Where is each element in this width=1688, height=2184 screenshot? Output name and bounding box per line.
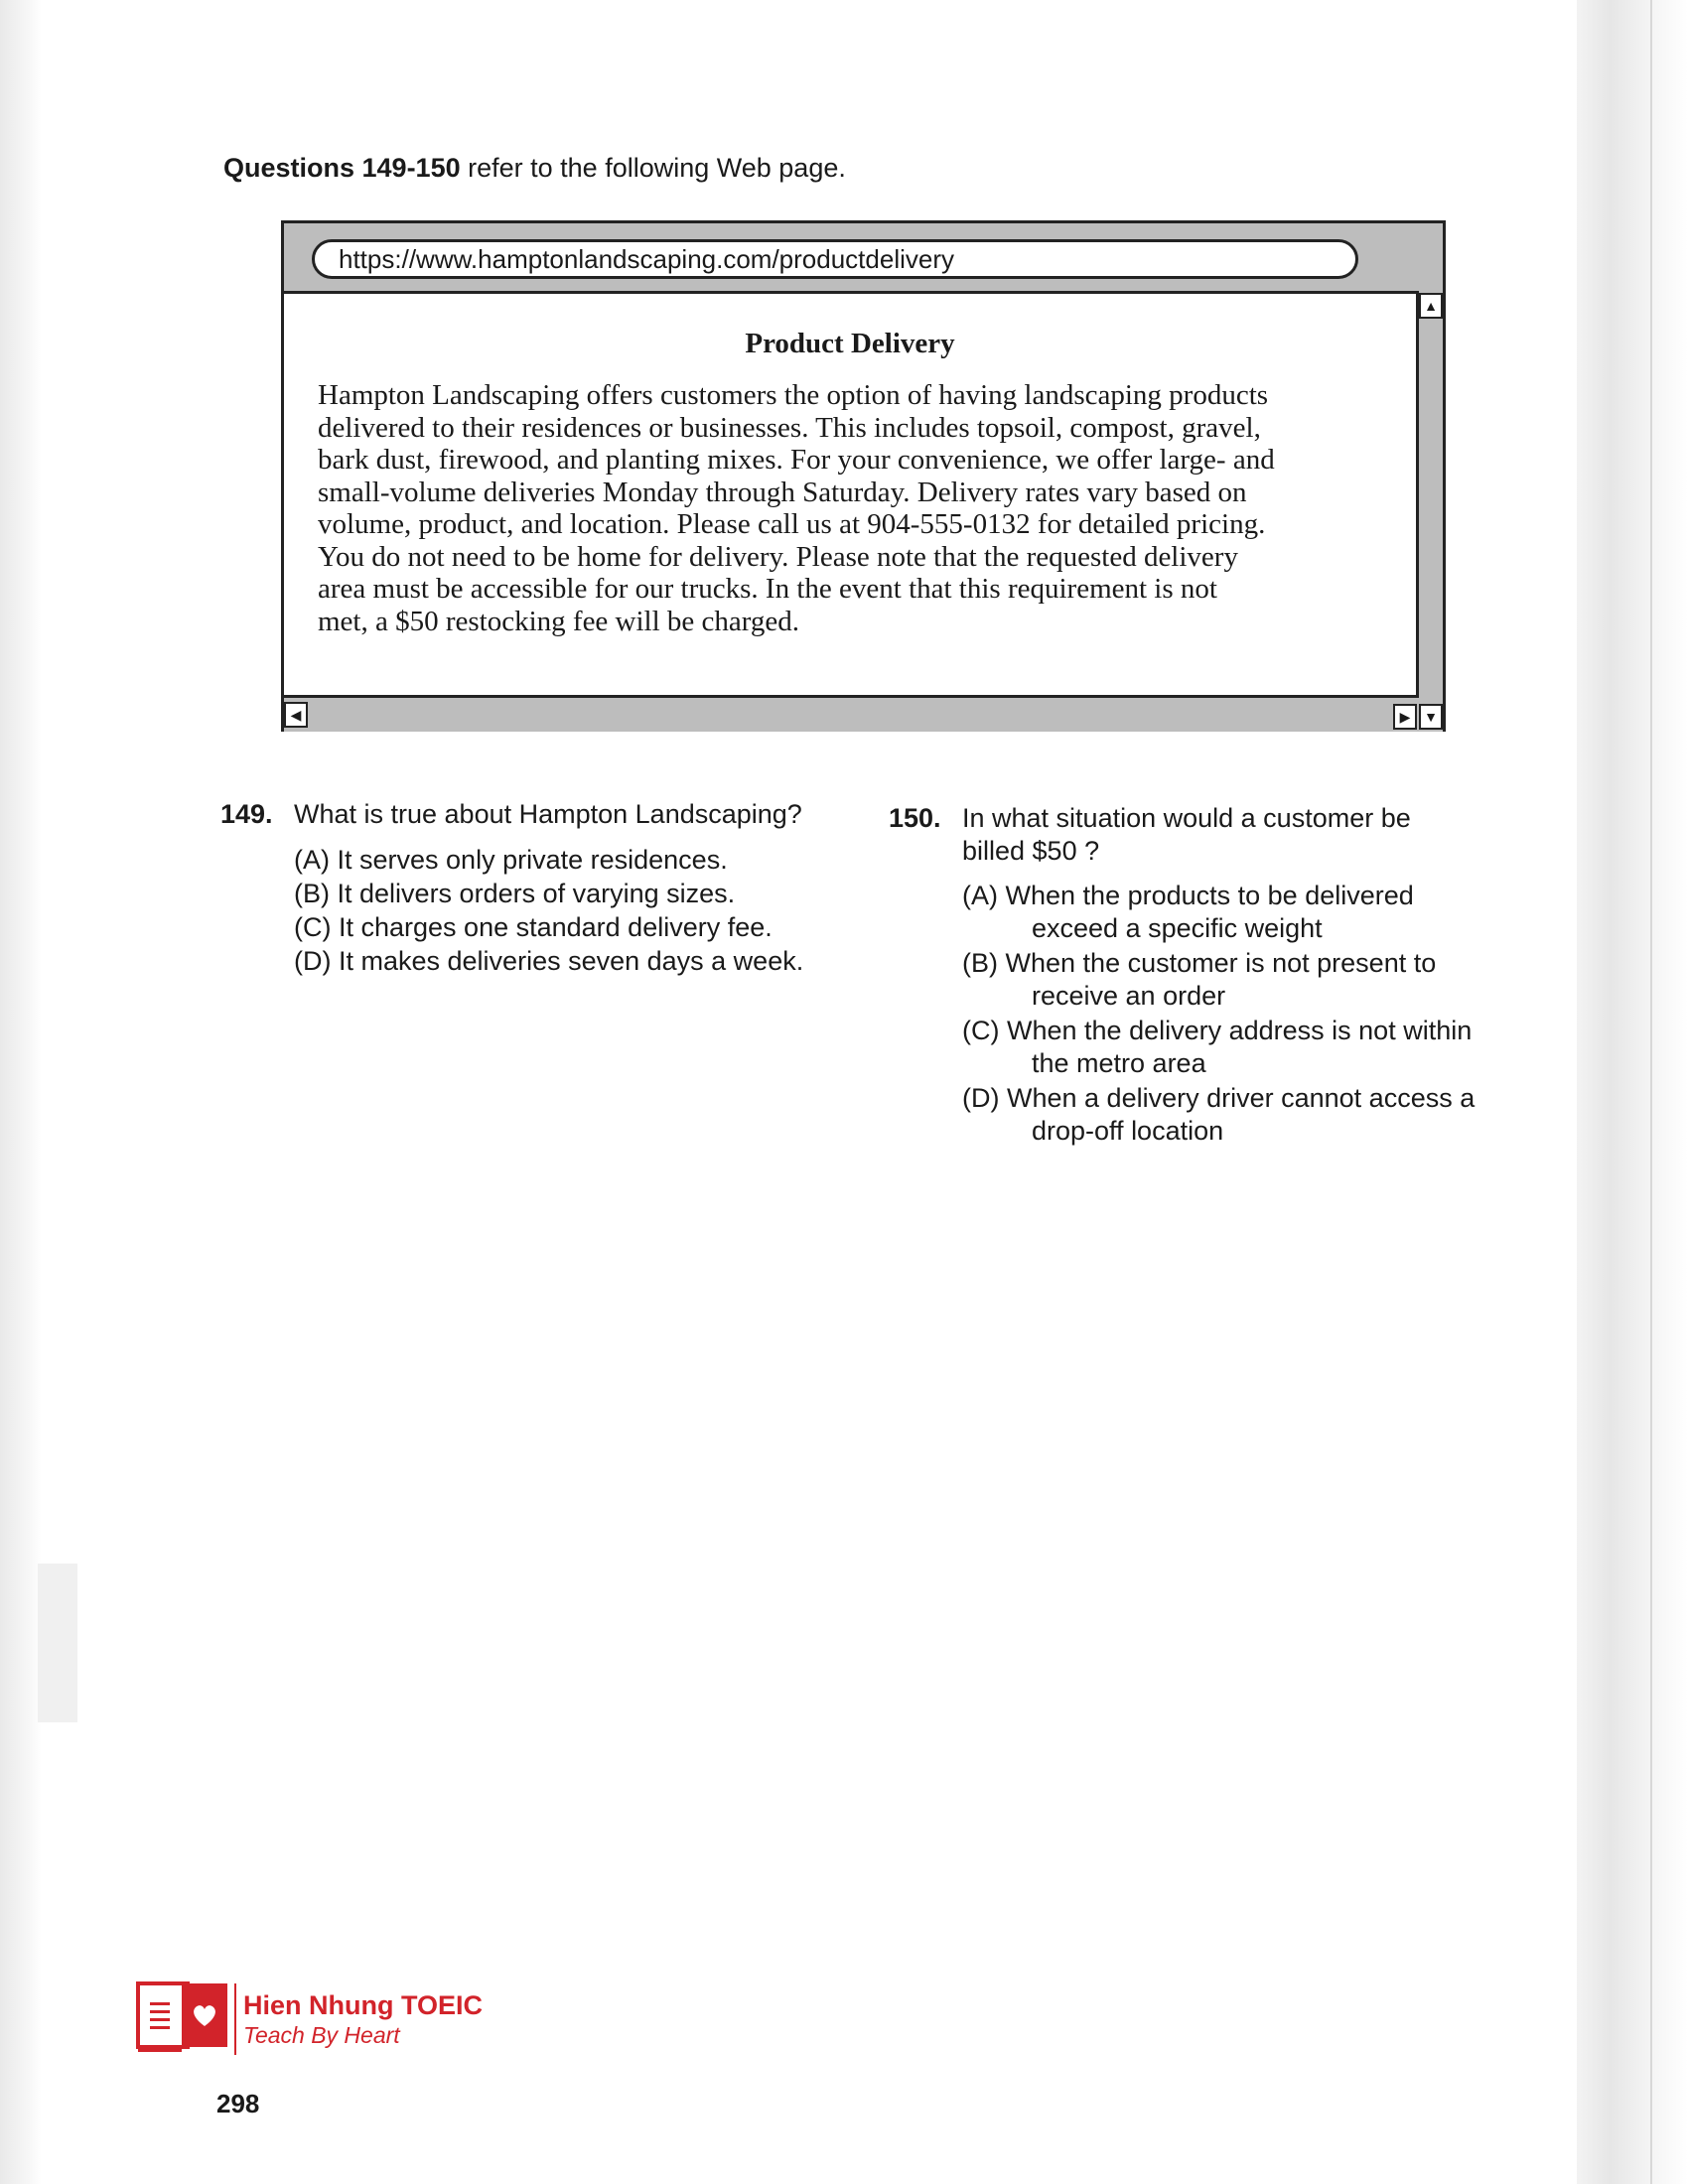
brand-tagline: Teach By Heart (243, 2022, 400, 2048)
option-text-line: exceed a specific weight (1032, 913, 1323, 943)
option-text: It charges one standard delivery fee. (339, 912, 773, 942)
option-label: (B) (294, 879, 330, 908)
option-label: (D) (962, 1083, 1000, 1113)
question-number: 150. (889, 803, 941, 833)
option-label: (D) (294, 946, 332, 976)
question-number: 149. (220, 799, 273, 829)
option-149-b[interactable] (294, 878, 735, 910)
body-line: You do not need to be home for delivery. Please note that the requested delivery (318, 540, 1238, 573)
page-number: 298 (216, 2089, 260, 2118)
option-text-line: drop-off location (1032, 1116, 1224, 1146)
scan-shadow-right (1577, 0, 1688, 2184)
scroll-up-arrow-icon[interactable]: ▲ (1419, 293, 1443, 319)
option-text-line: receive an order (1032, 981, 1226, 1011)
browser-window (281, 220, 1446, 732)
scroll-down-arrow-icon[interactable]: ▼ (1419, 704, 1443, 730)
option-149-d[interactable] (294, 945, 803, 978)
option-label: (C) (294, 912, 332, 942)
question-text: What is true about Hampton Landscaping? (294, 799, 802, 829)
body-line: bark dust, firewood, and planting mixes. For your convenience, we offer large- and (318, 444, 1275, 476)
body-line: volume, product, and location. Please call us at 904-555-0132 for detailed pricing. (318, 508, 1266, 540)
vertical-scrollbar[interactable] (1419, 291, 1443, 732)
question-149 (220, 798, 856, 838)
option-text-line: When the customer is not present to (1005, 948, 1437, 978)
option-text: It serves only private residences. (337, 845, 728, 875)
questions-range: Questions 149-150 (223, 153, 461, 183)
option-150-a[interactable] (962, 880, 1414, 945)
option-text-line: When a delivery driver cannot access a (1007, 1083, 1476, 1113)
question-text (962, 802, 1411, 868)
body-line: area must be accessible for our trucks. In the event that this requirement is not (318, 573, 1217, 605)
option-149-a[interactable] (294, 844, 728, 877)
web-page-viewport (284, 291, 1419, 698)
page-title: Product Delivery (745, 328, 955, 359)
scan-shadow-left (0, 0, 42, 2184)
option-text-line: When the delivery address is not within (1007, 1016, 1473, 1045)
option-label: (C) (962, 1016, 1000, 1045)
horizontal-scrollbar[interactable] (284, 698, 1419, 732)
option-text-line: When the products to be delivered (1005, 881, 1414, 910)
body-line: delivered to their residences or businesses. This includes topsoil, compost, gravel, (318, 411, 1261, 444)
logo-divider (234, 1983, 236, 2055)
option-label: (A) (962, 881, 998, 910)
page-body (318, 379, 1380, 637)
option-150-d[interactable] (962, 1082, 1475, 1148)
option-150-c[interactable] (962, 1015, 1472, 1080)
option-text: It makes deliveries seven days a week. (339, 946, 804, 976)
url-bar[interactable]: https://www.hamptonlandscaping.com/productdelivery (312, 239, 1358, 279)
option-label: (A) (294, 845, 330, 875)
scroll-right-arrow-icon[interactable]: ▶ (1393, 704, 1417, 730)
book-heart-logo-icon (136, 1980, 230, 2052)
intro-text: refer to the following Web page. (460, 153, 846, 183)
option-text: It delivers orders of varying sizes. (337, 879, 736, 908)
question-text-line: In what situation would a customer be (962, 803, 1411, 833)
option-149-c[interactable] (294, 911, 773, 944)
brand-name: Hien Nhung TOEIC (243, 1990, 483, 2020)
questions-intro (223, 153, 846, 184)
question-150 (889, 802, 1504, 872)
question-text-line: billed $50 ? (962, 836, 1100, 866)
option-150-b[interactable] (962, 947, 1436, 1013)
scroll-left-arrow-icon[interactable]: ◀ (284, 702, 308, 728)
scan-shadow-patch (38, 1564, 77, 1722)
body-line: small-volume deliveries Monday through Saturday. Delivery rates vary based on (318, 476, 1247, 508)
option-text-line: the metro area (1032, 1048, 1206, 1078)
body-line: met, a $50 restocking fee will be charged. (318, 605, 800, 637)
scan-fold-line (1650, 0, 1652, 2184)
body-line: Hampton Landscaping offers customers the option of having landscaping products (318, 379, 1269, 411)
option-label: (B) (962, 948, 998, 978)
